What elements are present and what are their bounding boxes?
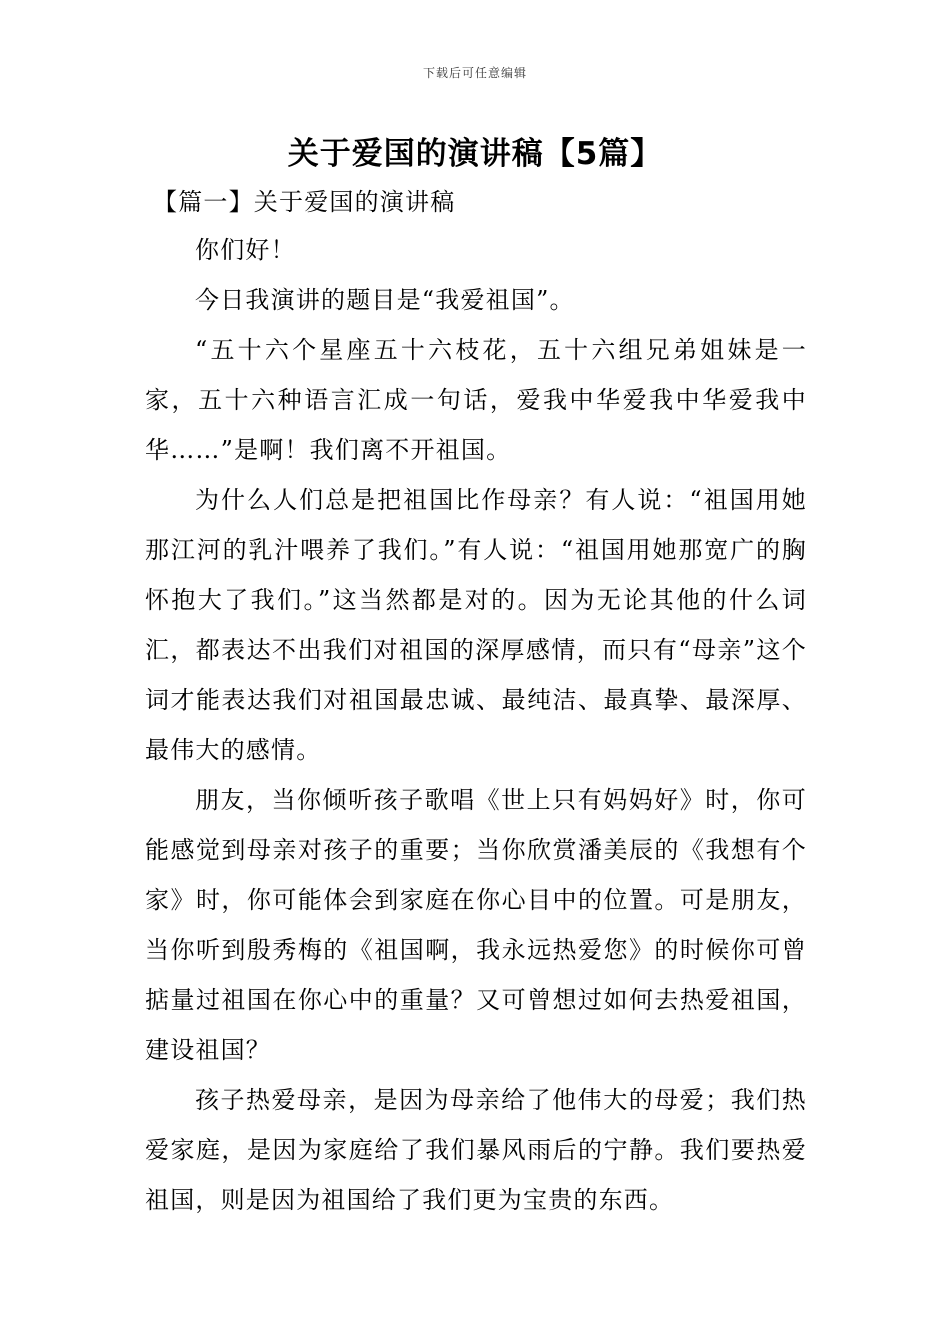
paragraph-friend: 朋友，当你倾听孩子歌唱《世上只有妈妈好》时，你可能感觉到母亲对孩子的重要；当你欣赏潘美辰的《我想有个家》时，你可能体会到家庭在你心目中的位置。可是朋友，当你听到殷秀梅的《祖国啊，我永远热爱您》的时候你可曾掂量过祖国在你心中的重量？又可曾想过如何去热爱祖国，建设祖国？ bbox=[145, 786, 807, 1064]
paragraph-topic: 今日我演讲的题目是“我爱祖国”。 bbox=[195, 286, 575, 314]
paragraph-quote: “五十六个星座五十六枝花，五十六组兄弟姐妹是一家，五十六种语言汇成一句话，爱我中华爱我中华爱我中华……”是啊！我们离不开祖国。 bbox=[145, 336, 807, 464]
paragraph-mother: 为什么人们总是把祖国比作母亲？有人说：“祖国用她那江河的乳汁喂养了我们。”有人说：“祖国用她那宽广的胸怀抱大了我们。”这当然都是对的。因为无论其他的什么词汇，都表达不出我们对祖国的深厚感情，而只有“母亲”这个词才能表达我们对祖国最忠诚、最纯洁、最真挚、最深厚、最伟大的感情。 bbox=[145, 486, 807, 764]
document-body bbox=[145, 177, 807, 1225]
section-heading: 【篇一】关于爱国的演讲稿 bbox=[153, 188, 456, 216]
document-title: 关于爱国的演讲稿【5篇】 bbox=[287, 136, 663, 172]
header-note: 下载后可任意编辑 bbox=[422, 66, 527, 80]
paragraph-greeting: 你们好！ bbox=[195, 236, 296, 264]
paragraph-love: 孩子热爱母亲，是因为母亲给了他伟大的母爱；我们热爱家庭，是因为家庭给了我们暴风雨后的宁静。我们要热爱祖国，则是因为祖国给了我们更为宝贵的东西。 bbox=[145, 1086, 807, 1214]
